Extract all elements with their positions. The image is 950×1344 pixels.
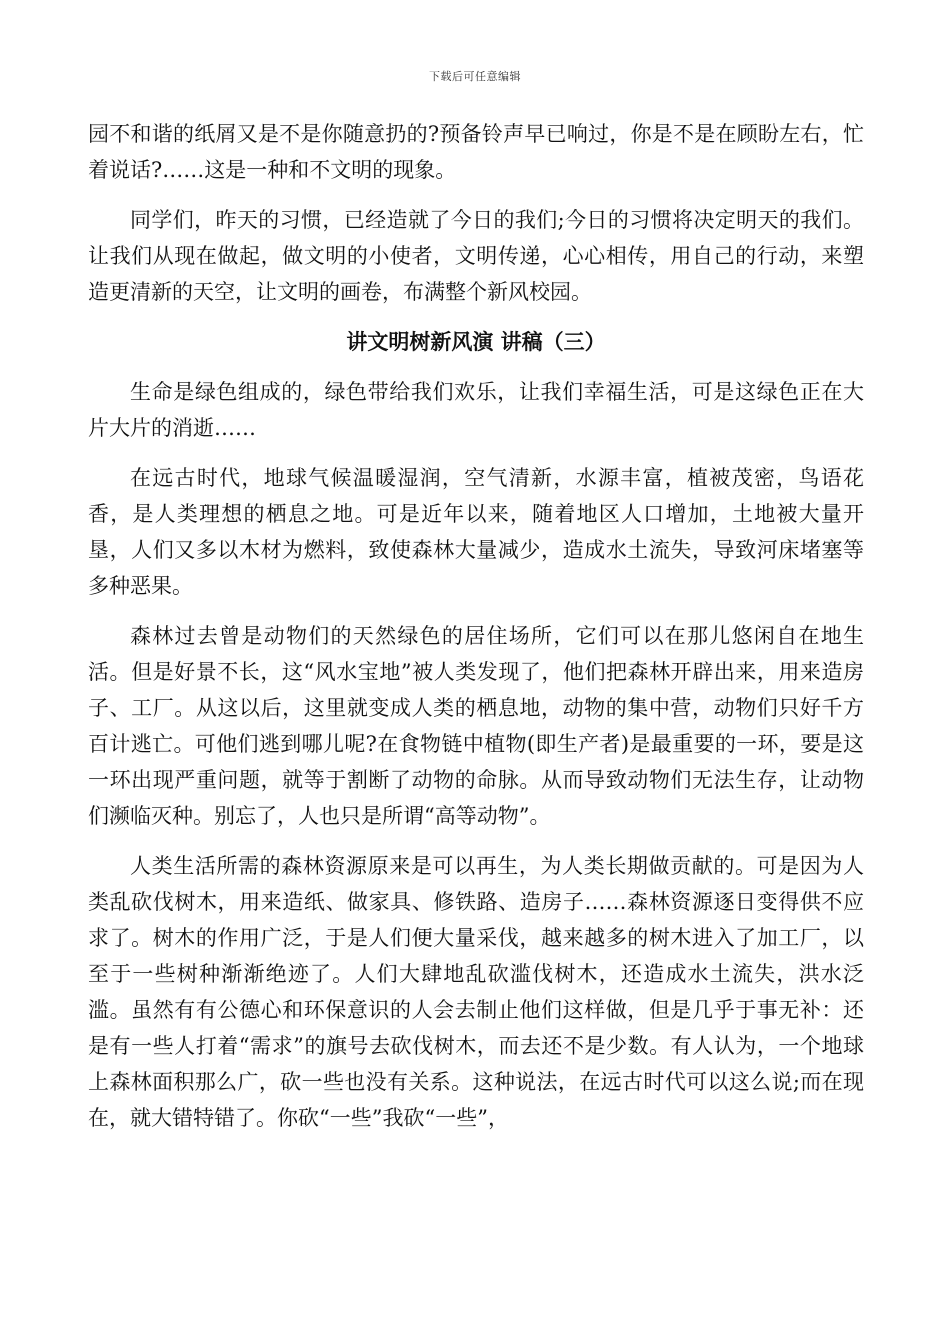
- page-header: 下载后可任意编辑: [429, 70, 521, 83]
- section-title: 讲文明树新风演 讲稿（三）: [346, 329, 606, 354]
- paragraph: 人类生活所需的森林资源原来是可以再生，为人类长期做贡献的。可是因为人类乱砍伐树木，用来造纸、做家具、修铁路、造房子……森林资源逐日变得供不应求了。树木的作用广泛，于是人们便大量采伐，越来越多的树木进入了加工厂，以至于一些树种渐渐绝迹了。人们大肆地乱砍滥伐树木，还造成水土流失，洪水泛滥。虽然有有公德心和环保意识的人会去制止他们这样做，但是几乎于事无补：还是有一些人打着“需求”的旗号去砍伐树木，而去还不是少数。有人认为，一个地球上森林面积那么广，砍一些也没有关系。这种说法，在远古时代可以这么说;而在现在，就大错特错了。你砍“一些”我砍“一些”，: [88, 854, 864, 1130]
- paragraph: 同学们，昨天的习惯，已经造就了今日的我们;今日的习惯将决定明天的我们。让我们从现在做起，做文明的小使者，文明传递，心心相传，用自己的行动，来塑造更清新的天空，让文明的画卷，布满整个新风校园。: [88, 208, 864, 304]
- paragraph-continuation: 园不和谐的纸屑又是不是你随意扔的?预备铃声早已响过，你是不是在顾盼左右，忙着说话?……这是一种和不文明的现象。: [88, 122, 864, 182]
- paragraph: 森林过去曾是动物们的天然绿色的居住场所，它们可以在那儿悠闲自在地生活。但是好景不长，这“风水宝地”被人类发现了，他们把森林开辟出来，用来造房子、工厂。从这以后，这里就变成人类的栖息地，动物的集中营，动物们只好千方百计逃亡。可他们逃到哪儿呢?在食物链中植物(即生产者)是最重要的一环，要是这一环出现严重问题，就等于割断了动物的命脉。从而导致动物们无法生存，让动物们濒临灭种。别忘了，人也只是所谓“高等动物”。: [88, 624, 864, 828]
- document-body: [88, 116, 864, 1150]
- paragraph: 在远古时代，地球气候温暖湿润，空气清新，水源丰富，植被茂密，鸟语花香，是人类理想的栖息之地。可是近年以来，随着地区人口增加，土地被大量开垦，人们又多以木材为燃料，致使森林大量减少，造成水土流失，导致河床堵塞等多种恶果。: [88, 466, 864, 598]
- paragraph: 生命是绿色组成的，绿色带给我们欢乐，让我们幸福生活，可是这绿色正在大片大片的消逝……: [88, 380, 864, 440]
